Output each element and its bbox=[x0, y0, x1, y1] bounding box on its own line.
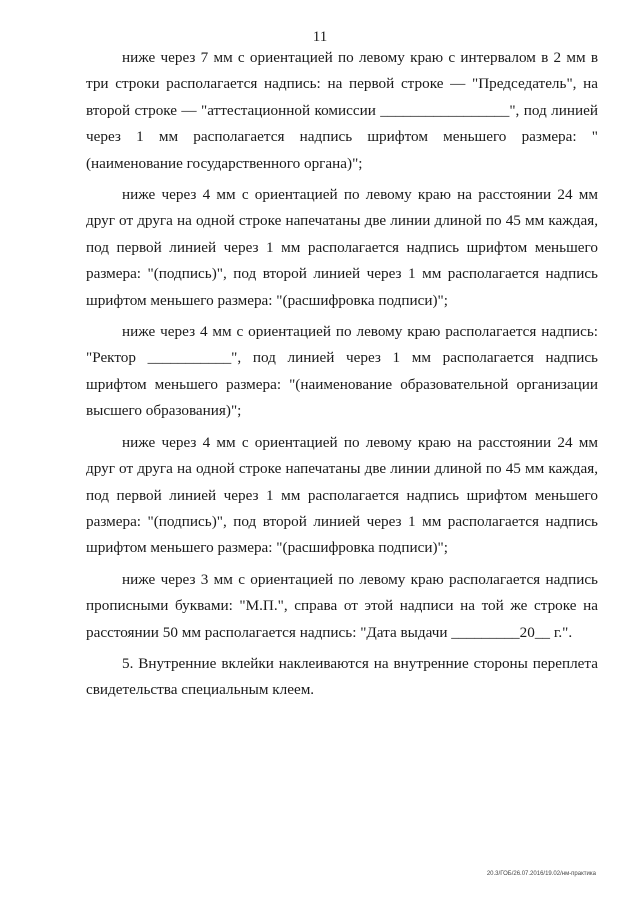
paragraph-4: ниже через 4 мм с ориентацией по левому краю на расстоянии 24 мм друг от друга на одной строке напечатаны две линии длиной по 45 мм каждая, под первой линией через 1 мм располагается надпись шрифтом меньшего размера: "(подпись)", под второй линией через 1 мм располагается надпись шрифтом меньшего размера: "(расшифровка подписи)"; bbox=[86, 433, 598, 557]
paragraph-6: 5. Внутренние вклейки наклеиваются на внутренние стороны переплета свидетельства специальным клеем. bbox=[86, 654, 598, 699]
paragraph-1: ниже через 7 мм с ориентацией по левому краю с интервалом в 2 мм в три строки располагается надпись: на первой строке — "Председатель", на второй строке — "аттестационной комиссии _________________", под линией через 1 мм располагается надпись шрифтом меньшего размера: "(наименование государственного органа)"; bbox=[86, 49, 598, 172]
paragraph-3: ниже через 4 мм с ориентацией по левому краю располагается надпись: "Ректор ___________", под линией через 1 мм располагается надпись шрифтом меньшего размера: "(наименование образовательной организации высшего образования)"; bbox=[86, 323, 598, 420]
paragraph-5: ниже через 3 мм с ориентацией по левому краю располагается надпись прописными буквами: "М.П.", справа от этой надписи на той же строке на расстоянии 50 мм располагается надпись: "Дата выдачи _________20__ г.". bbox=[86, 570, 598, 641]
page-number: 11 bbox=[312, 29, 328, 45]
document-body bbox=[86, 45, 598, 709]
document-reference-footer: 20.3/ГОБ/26.07.2016/19.02/нм-практика bbox=[486, 871, 596, 877]
paragraph-2: ниже через 4 мм с ориентацией по левому краю на расстоянии 24 мм друг от друга на одной строке напечатаны две линии длиной по 45 мм каждая, под первой линией через 1 мм располагается надпись шрифтом меньшего размера: "(подпись)", под второй линией через 1 мм располагается надпись шрифтом меньшего размера: "(расшифровка подписи)"; bbox=[86, 186, 598, 309]
